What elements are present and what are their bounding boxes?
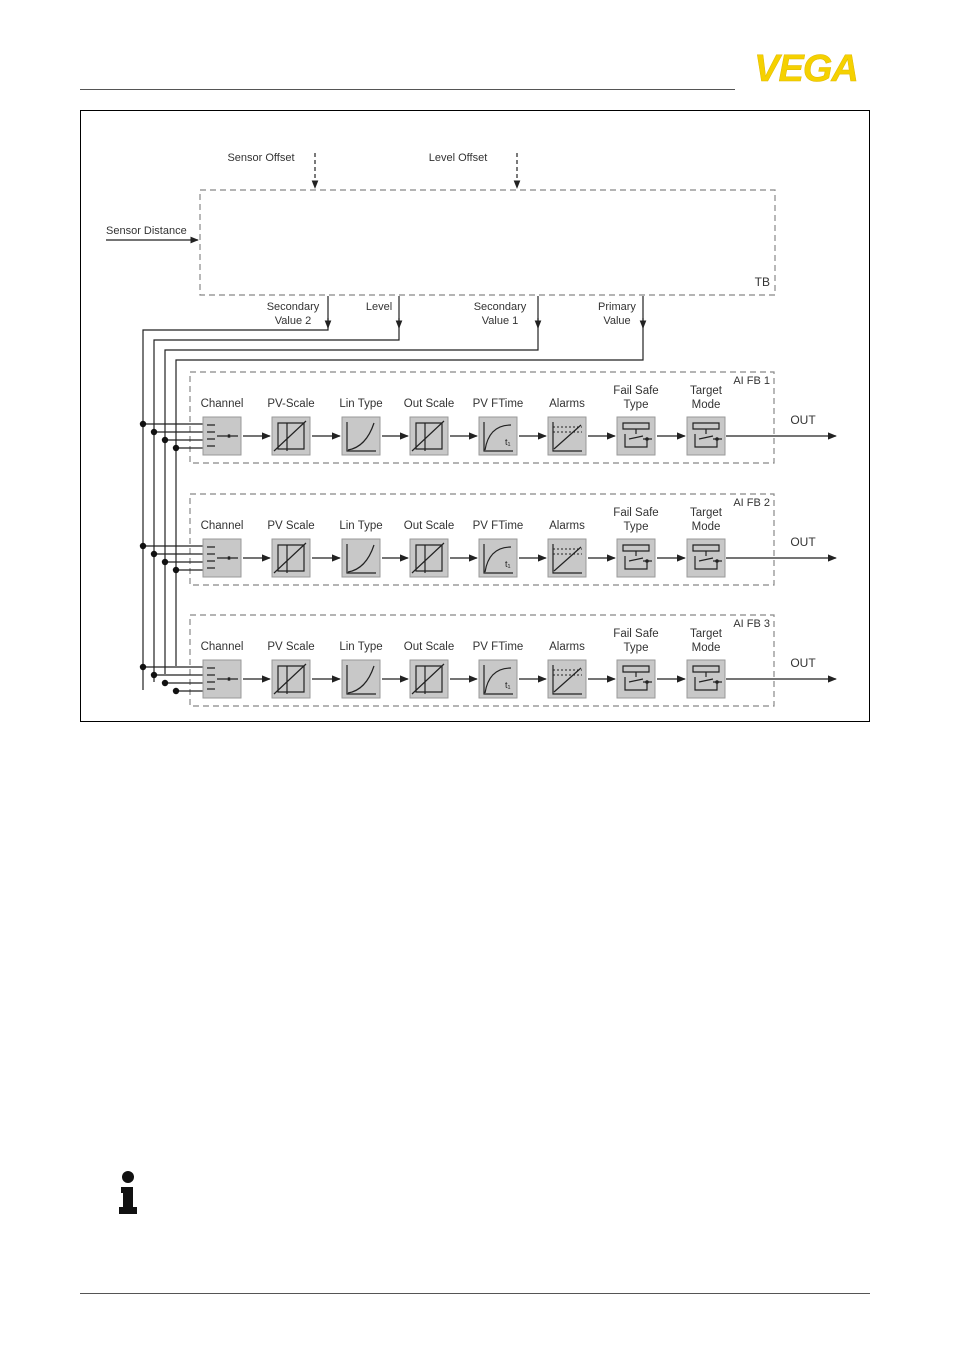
block-label: Target [690, 628, 722, 640]
block-channel [201, 520, 244, 577]
block-label: PV FTime [472, 641, 524, 653]
bus-node [151, 551, 157, 557]
svg-text:t₁: t₁ [505, 559, 511, 569]
secondary-value-1-label-2: Value 1 [481, 315, 519, 327]
block-pv-ftime [473, 520, 524, 577]
block-label: PV FTime [472, 520, 524, 532]
block-label: Fail Safe [613, 507, 659, 519]
secondary-value-2-label-1: Secondary [266, 301, 320, 313]
block-pv-scale [267, 398, 314, 455]
block-label: Mode [691, 399, 721, 411]
level-offset-label: Level Offset [428, 152, 488, 164]
block-label: Target [690, 507, 722, 519]
bus-node [140, 543, 146, 549]
block-target-mode [687, 628, 725, 698]
block-label: Type [623, 521, 649, 533]
bus-node [140, 421, 146, 427]
block-target-mode [687, 385, 725, 455]
block-label: Lin Type [339, 520, 383, 532]
bus-node [173, 445, 179, 451]
block-out-scale [404, 398, 455, 455]
block-label: Fail Safe [613, 628, 659, 640]
block-pv-ftime [473, 398, 524, 455]
ai-fb-row-1 [140, 372, 836, 463]
block-label: Out Scale [403, 641, 455, 653]
bus-node [173, 688, 179, 694]
block-label: Lin Type [339, 641, 383, 653]
out-label: OUT [790, 535, 816, 549]
secondary-value-2-label-2: Value 2 [274, 315, 312, 327]
bus-node [151, 672, 157, 678]
vega-logo-text: VEGA [754, 50, 858, 84]
bus-secondary-value-2 [143, 318, 328, 690]
block-label: Channel [200, 641, 244, 653]
bus-node [162, 680, 168, 686]
block-label: Mode [691, 642, 721, 654]
footer-rule [80, 1293, 870, 1294]
block-pv-ftime [473, 641, 524, 698]
ai-fb-row-3 [140, 615, 836, 706]
block-label: Type [623, 399, 649, 411]
svg-text:t₁: t₁ [505, 437, 511, 447]
block-alarms [548, 520, 586, 577]
ai-fb-name: AI FB 1 [733, 375, 770, 387]
block-alarms [548, 641, 586, 698]
svg-text:t₁: t₁ [505, 680, 511, 690]
block-channel [201, 641, 244, 698]
block-lin-type [339, 641, 382, 698]
block-label: Out Scale [403, 520, 455, 532]
block-fail-safe-type [613, 507, 658, 577]
bus-node [162, 559, 168, 565]
sensor-offset-label: Sensor Offset [227, 152, 295, 164]
block-channel [201, 398, 244, 455]
bus-node [140, 664, 146, 670]
block-out-scale [404, 520, 455, 577]
ai-fb-row-2 [140, 494, 836, 585]
block-label: Type [623, 642, 649, 654]
ai-fb-name: AI FB 2 [733, 497, 770, 509]
block-label: Channel [200, 520, 244, 532]
block-pv-scale [267, 641, 314, 698]
bus-node [151, 429, 157, 435]
block-label: Alarms [549, 398, 585, 410]
level-output-label: Level [365, 301, 393, 313]
primary-value-label-1: Primary [598, 301, 636, 313]
block-fail-safe-type [613, 385, 658, 455]
block-label: Alarms [549, 641, 585, 653]
block-label: Alarms [549, 520, 585, 532]
block-label: Out Scale [403, 398, 455, 410]
out-label: OUT [790, 656, 816, 670]
tb-label: TB [754, 275, 770, 289]
block-label: Channel [200, 398, 244, 410]
primary-value-label-2: Value [603, 315, 631, 327]
block-label: PV FTime [472, 398, 524, 410]
transducer-block-box [200, 190, 775, 295]
block-lin-type [339, 398, 382, 455]
bus-primary-value [176, 318, 643, 666]
block-label: Mode [691, 521, 721, 533]
ai-fb-name: AI FB 3 [733, 618, 770, 630]
block-lin-type [339, 520, 382, 577]
block-alarms [548, 398, 586, 455]
block-label: Target [690, 385, 722, 397]
secondary-value-1-label-1: Secondary [473, 301, 527, 313]
block-label: Lin Type [339, 398, 383, 410]
out-label: OUT [790, 413, 816, 427]
block-label: PV Scale [267, 641, 315, 653]
block-target-mode [687, 507, 725, 577]
block-label: PV Scale [267, 520, 315, 532]
block-label: Fail Safe [613, 385, 659, 397]
info-icon [115, 1170, 141, 1216]
block-out-scale [404, 641, 455, 698]
block-pv-scale [267, 520, 314, 577]
bus-node [162, 437, 168, 443]
sensor-distance-label: Sensor Distance [106, 225, 187, 237]
block-fail-safe-type [613, 628, 658, 698]
bus-node [173, 567, 179, 573]
block-label: PV-Scale [267, 398, 315, 410]
